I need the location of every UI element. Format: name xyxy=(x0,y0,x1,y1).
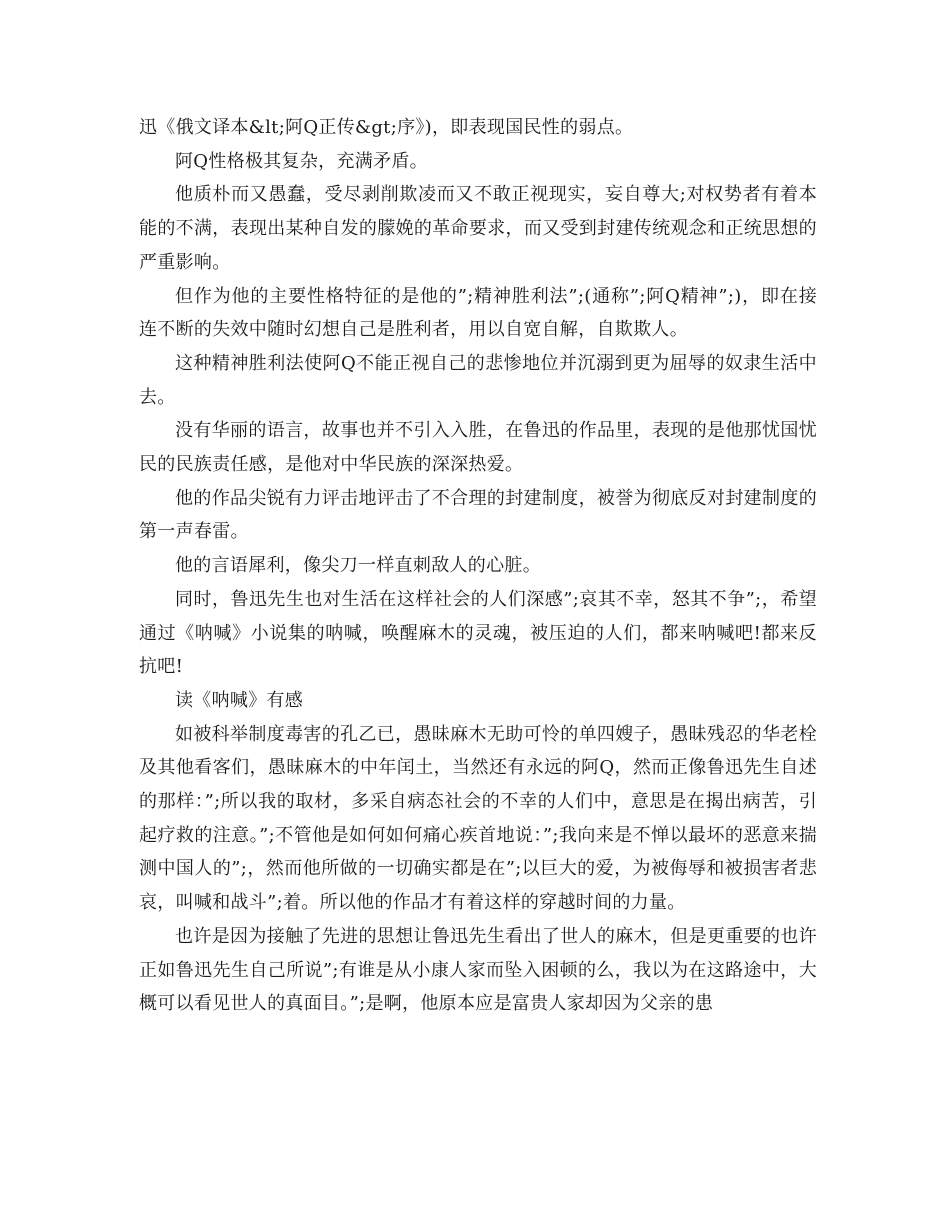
paragraph-10: 如被科举制度毒害的孔乙已，愚昧麻木无助可怜的单四嫂子，愚昧残忍的华老栓及其他看客们，愚昧麻木的中年闰土，当然还有永远的阿Q，然而正像鲁迅先生自述的那样：”;所以我的取材，多采自病态社会的不幸的人们中，意思是在揭出病苦，引起疗救的注意。”;不管他是如何如何痛心疾首地说：”;我向来是不惮以最坏的恶意来揣测中国人的”;，然而他所做的一切确实都是在”;以巨大的爱，为被侮辱和被损害者悲哀，叫喊和战斗”;着。所以他的作品才有着这样的穿越时间的力量。 xyxy=(139,723,817,914)
paragraph-2: 阿Q性格极其复杂，充满矛盾。 xyxy=(175,150,428,172)
paragraph-5: 这种精神胜利法使阿Q不能正视自己的悲惨地位并沉溺到更为屈辱的奴隶生活中去。 xyxy=(139,352,817,408)
paragraph-3: 他质朴而又愚蠢，受尽剥削欺凌而又不敢正视现实，妄自尊大;对权势者有着本能的不满，表现出某种自发的朦娩的革命要求，而又受到封建传统观念和正统思想的严重影响。 xyxy=(139,184,817,273)
document-body xyxy=(139,111,817,1021)
paragraph-7: 他的作品尖锐有力评击地评击了不合理的封建制度，被誉为彻底反对封建制度的第一声春雷。 xyxy=(139,487,817,543)
paragraph-1: 迅《俄文译本&lt;阿Q正传&gt;序》)，即表现国民性的弱点。 xyxy=(139,117,634,138)
paragraph-4: 但作为他的主要性格特征的是他的”;精神胜利法”;(通称”;阿Q精神”;)，即在接连不断的失效中随时幻想自己是胜利者，用以自宽自解，自欺欺人。 xyxy=(139,285,817,341)
paragraph-6: 没有华丽的语言，故事也并不引入入胜，在鲁迅的作品里，表现的是他那忧国忧民的民族责任感，是他对中华民族的深深热爱。 xyxy=(139,420,817,476)
paragraph-8: 他的言语犀利，像尖刀一样直刺敌人的心脏。 xyxy=(175,555,541,577)
paragraph-11: 也许是因为接触了先进的思想让鲁迅先生看出了世人的麻木，但是更重要的也许正如鲁迅先生自己所说”;有谁是从小康人家而坠入困顿的么，我以为在这路途中，大概可以看见世人的真面目。”;是啊，他原本应是富贵人家却因为父亲的患 xyxy=(139,925,817,1015)
section-heading: 读《呐喊》有感 xyxy=(175,689,304,711)
paragraph-9: 同时，鲁迅先生也对生活在这样社会的人们深感”;哀其不幸，怒其不争”;，希望通过《呐喊》小说集的呐喊，唤醒麻木的灵魂，被压迫的人们，都来呐喊吧!都来反抗吧! xyxy=(139,588,817,678)
